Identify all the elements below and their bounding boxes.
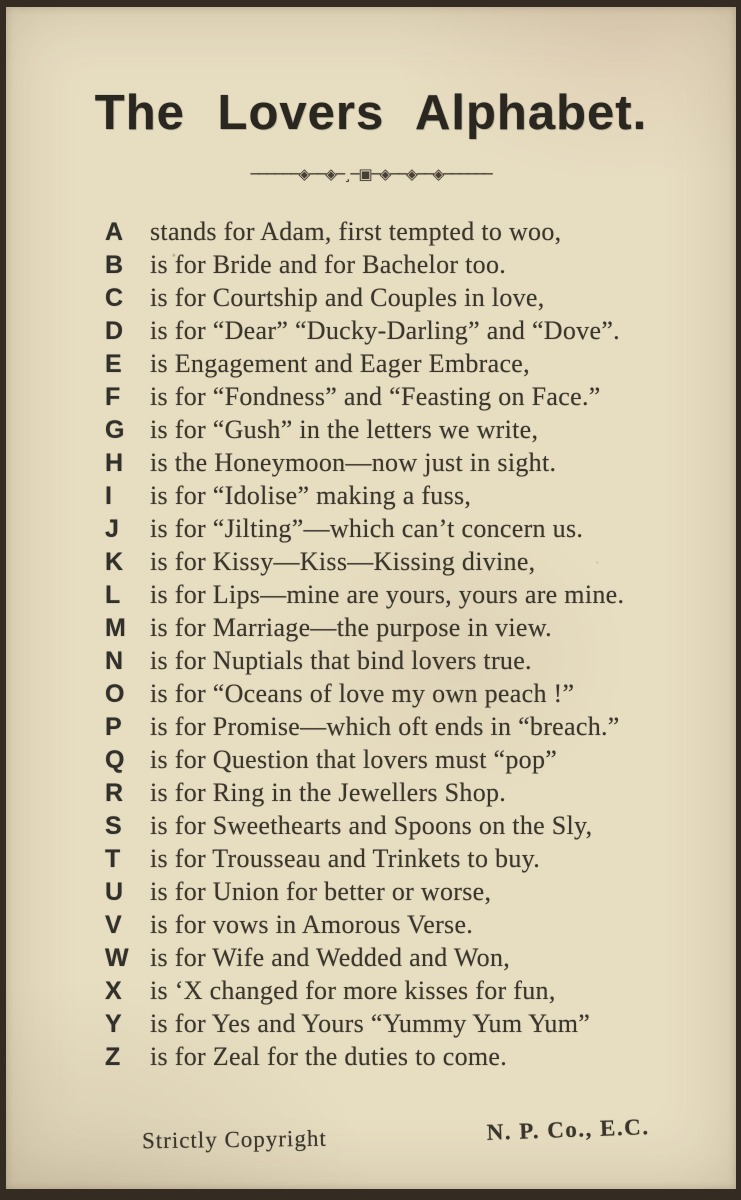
alphabet-verse: is for Nuptials that bind lovers true. xyxy=(150,645,532,675)
alphabet-verse: is for Lips—mine are yours, yours are mine. xyxy=(150,579,625,609)
alphabet-verse: is for “Fondness” and “Feasting on Face.” xyxy=(150,381,601,411)
alphabet-letter: Z xyxy=(105,1042,121,1071)
alphabet-row xyxy=(105,778,696,811)
alphabet-verse: is for Sweethearts and Spoons on the Sly, xyxy=(150,810,593,840)
alphabet-verse: is for “Gush” in the letters we write, xyxy=(150,414,539,444)
footer xyxy=(6,1114,736,1154)
ornamental-divider: ──────◈──◈─¸─▣─◈──◈──◈────── xyxy=(250,164,492,183)
publisher-mark: N. P. Co., E.C. xyxy=(486,1114,651,1145)
alphabet-letter: E xyxy=(105,349,122,378)
alphabet-letter: U xyxy=(105,877,124,906)
alphabet-verse: is Engagement and Eager Embrace, xyxy=(150,348,530,378)
alphabet-letter: B xyxy=(105,250,124,279)
alphabet-row xyxy=(105,382,696,415)
alphabet-row xyxy=(105,745,696,778)
alphabet-letter: I xyxy=(105,481,112,510)
alphabet-letter: C xyxy=(105,283,124,312)
alphabet-row xyxy=(105,514,696,547)
alphabet-letter: F xyxy=(105,382,121,411)
alphabet-row xyxy=(105,415,696,448)
alphabet-verse: is for “Dear” “Ducky-Darling” and “Dove”. xyxy=(150,315,620,345)
alphabet-row xyxy=(105,976,696,1009)
alphabet-verse: is for Promise—which oft ends in “breach.” xyxy=(150,711,620,741)
alphabet-verse: stands for Adam, first tempted to woo, xyxy=(150,216,562,246)
alphabet-row xyxy=(105,316,696,349)
alphabet-row xyxy=(105,613,696,646)
alphabet-row xyxy=(105,481,696,514)
alphabet-letter: M xyxy=(105,613,126,642)
alphabet-letter: Q xyxy=(105,745,125,774)
alphabet-verse: is for Ring in the Jewellers Shop. xyxy=(150,777,507,807)
alphabet-letter: W xyxy=(105,943,129,972)
alphabet-verse: is for “Idolise” making a fuss, xyxy=(150,480,472,510)
alphabet-row xyxy=(105,844,696,877)
alphabet-letter: T xyxy=(105,844,121,873)
alphabet-list xyxy=(6,217,736,1075)
alphabet-row xyxy=(105,349,696,382)
alphabet-row xyxy=(105,811,696,844)
alphabet-letter: P xyxy=(105,712,122,741)
alphabet-verse: is for Wife and Wedded and Won, xyxy=(150,942,511,972)
alphabet-row xyxy=(105,712,696,745)
alphabet-verse: is the Honeymoon—now just in sight. xyxy=(150,447,557,477)
alphabet-row xyxy=(105,910,696,943)
alphabet-letter: J xyxy=(105,514,119,543)
alphabet-letter: H xyxy=(105,448,124,477)
alphabet-verse: is for Kissy—Kiss—Kissing divine, xyxy=(150,546,536,576)
alphabet-row xyxy=(105,1042,696,1075)
alphabet-row xyxy=(105,580,696,613)
copyright-note: Strictly Copyright xyxy=(141,1125,327,1154)
alphabet-letter: V xyxy=(105,910,122,939)
alphabet-verse: is ‘X changed for more kisses for fun, xyxy=(150,975,556,1005)
alphabet-row xyxy=(105,547,696,580)
alphabet-letter: X xyxy=(105,976,122,1005)
alphabet-letter: O xyxy=(105,679,125,708)
alphabet-letter: D xyxy=(105,316,124,345)
alphabet-letter: L xyxy=(105,580,121,609)
alphabet-row xyxy=(105,217,696,250)
alphabet-verse: is for Trousseau and Trinkets to buy. xyxy=(150,843,541,873)
alphabet-letter: S xyxy=(105,811,122,840)
alphabet-verse: is for Marriage—the purpose in view. xyxy=(150,612,552,642)
alphabet-row xyxy=(105,283,696,316)
alphabet-row xyxy=(105,877,696,910)
alphabet-row xyxy=(105,250,696,283)
alphabet-verse: is for Zeal for the duties to come. xyxy=(150,1041,508,1071)
alphabet-letter: K xyxy=(105,547,124,576)
alphabet-verse: is for Question that lovers must “pop” xyxy=(150,744,558,774)
alphabet-row xyxy=(105,448,696,481)
alphabet-letter: G xyxy=(105,415,125,444)
alphabet-letter: N xyxy=(105,646,124,675)
alphabet-verse: is for Yes and Yours “Yummy Yum Yum” xyxy=(150,1008,591,1038)
alphabet-letter: Y xyxy=(105,1009,122,1038)
alphabet-row xyxy=(105,943,696,976)
alphabet-verse: is for Courtship and Couples in love, xyxy=(150,282,545,312)
alphabet-letter: A xyxy=(105,217,124,246)
alphabet-verse: is for vows in Amorous Verse. xyxy=(150,909,474,939)
alphabet-row xyxy=(105,646,696,679)
alphabet-letter: R xyxy=(105,778,124,807)
page-title: The Lovers Alphabet. xyxy=(94,86,648,140)
alphabet-row xyxy=(105,679,696,712)
alphabet-row xyxy=(105,1009,696,1042)
alphabet-verse: is for Union for better or worse, xyxy=(150,876,492,906)
alphabet-verse: is for “Oceans of love my own peach !” xyxy=(150,678,575,708)
alphabet-verse: is for Bride and for Bachelor too. xyxy=(150,249,507,279)
alphabet-verse: is for “Jilting”—which can’t concern us. xyxy=(150,513,584,543)
